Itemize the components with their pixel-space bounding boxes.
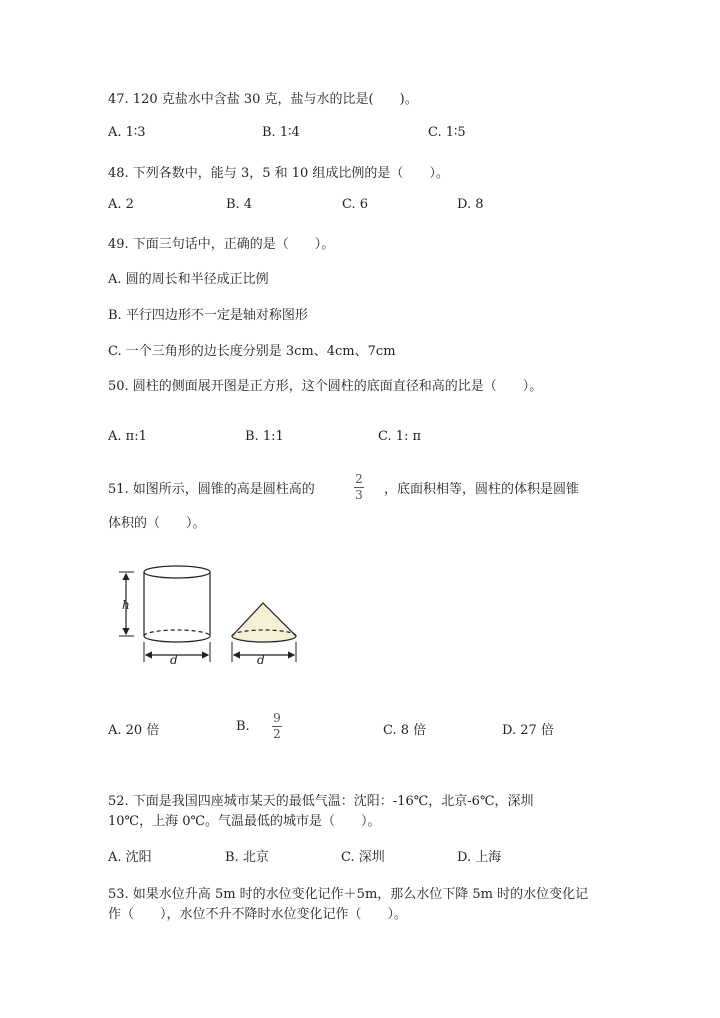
q49-option-a: A. 圆的周长和半径成正比例 (108, 272, 269, 287)
q50-option-c: C. 1: π (378, 429, 422, 444)
q48-option-b: B. 4 (226, 197, 253, 212)
q52-option-c: C. 深圳 (341, 850, 385, 865)
q48-stem: 48. 下列各数中，能与 3，5 和 10 组成比例的是（ ）。 (108, 166, 449, 181)
q50-stem: 50. 圆柱的侧面展开图是正方形，这个圆柱的底面直径和高的比是（ ）。 (108, 379, 543, 394)
q51-stem-end: ，底面积相等，圆柱的体积是圆锥 (384, 482, 580, 497)
q51-stem-line2: 体积的（ ）。 (108, 516, 206, 531)
fraction-denominator: 2 (273, 727, 281, 741)
q47-option-a: A. 1∶3 (108, 125, 146, 140)
q48-option-a: A. 2 (108, 197, 134, 212)
cylinder-shape (144, 566, 210, 642)
q48-option-d: D. 8 (457, 197, 484, 212)
q52-stem-line1: 52. 下面是我国四座城市某天的最低气温：沈阳：-16℃，北京-6℃，深圳 (108, 794, 534, 809)
fraction-numerator: 2 (355, 472, 363, 486)
q53-stem-line2: 作（ ），水位不升不降时水位变化记作（ ）。 (108, 907, 408, 922)
q53-stem-line1: 53. 如果水位升高 5m 时的水位变化记作＋5m，那么水位下降 5m 时的水位变化记 (108, 887, 589, 902)
q48-option-c: C. 6 (342, 197, 369, 212)
cone-shape (232, 603, 296, 642)
q51-option-c: C. 8 倍 (383, 723, 427, 738)
q49-option-b: B. 平行四边形不一定是轴对称图形 (108, 308, 308, 323)
q51-option-a: A. 20 倍 (108, 723, 160, 738)
q51-option-d: D. 27 倍 (502, 723, 554, 738)
q47-option-b: B. 1∶4 (262, 125, 300, 140)
cylinder-diameter-label: d (170, 653, 178, 667)
q52-stem-line2: 10℃，上海 0℃。气温最低的城市是（ ）。 (108, 814, 381, 829)
fraction-denominator: 3 (355, 488, 363, 502)
q51-option-b-fraction (272, 712, 282, 741)
q49-stem: 49. 下面三句话中，正确的是（ ）。 (108, 237, 335, 252)
q52-option-d: D. 上海 (457, 850, 502, 865)
cone-diameter-label: d (257, 653, 265, 667)
q47-option-c: C. 1∶5 (428, 125, 466, 140)
q49-option-c: C. 一个三角形的边长度分别是 3cm、4cm、7cm (108, 344, 396, 359)
q50-option-b: B. 1:1 (245, 429, 284, 444)
q52-option-b: B. 北京 (225, 850, 269, 865)
q51-fraction (354, 473, 364, 502)
q47-stem: 47. 120 克盐水中含盐 30 克，盐与水的比是( )。 (108, 92, 418, 107)
fraction-numerator: 9 (273, 711, 281, 725)
q51-option-b: B. (236, 719, 250, 734)
cylinder-cone-figure (110, 560, 310, 672)
q52-option-a: A. 沈阳 (108, 850, 152, 865)
height-label: h (122, 598, 130, 612)
q51-stem-start: 51. 如图所示，圆锥的高是圆柱高的 (108, 482, 315, 497)
q50-option-a: A. π:1 (108, 429, 147, 444)
